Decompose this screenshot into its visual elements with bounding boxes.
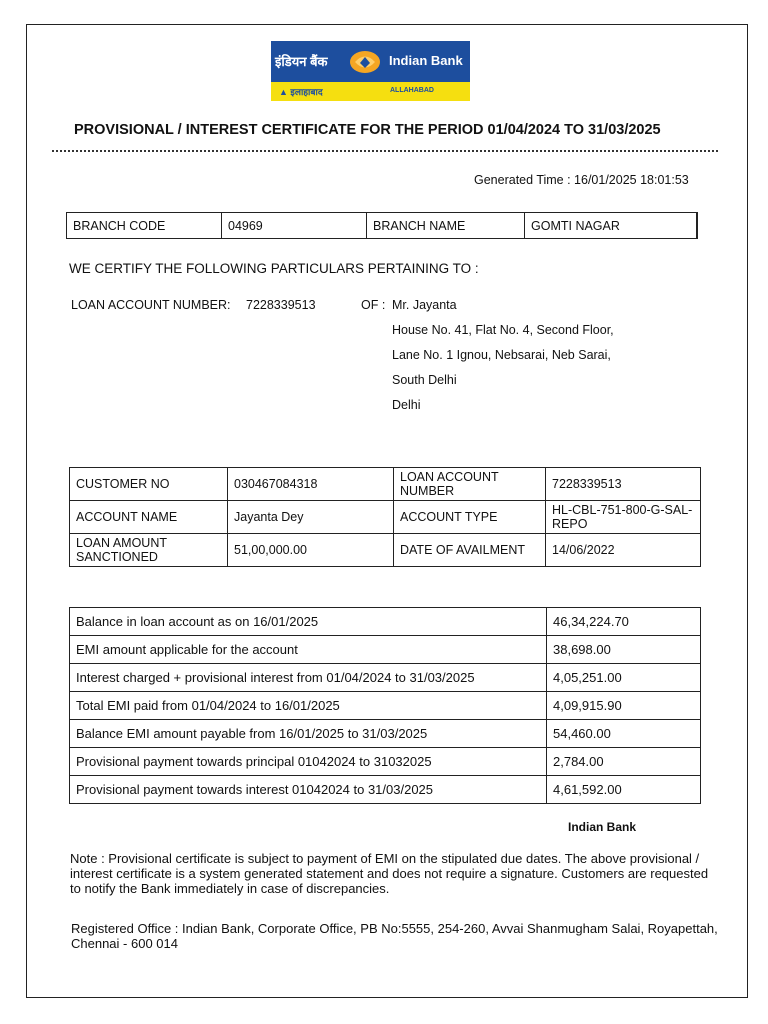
of-label: OF : [361, 298, 386, 312]
summary-label: Balance EMI amount payable from 16/01/2025 to 31/03/2025 [70, 720, 547, 748]
detail-label: ACCOUNT NAME [70, 501, 228, 534]
detail-value: 14/06/2022 [546, 534, 701, 567]
bank-emblem-icon [347, 49, 383, 75]
table-row [70, 501, 701, 534]
address-line: South Delhi [392, 373, 457, 387]
summary-label: Provisional payment towards interest 01042024 to 31/03/2025 [70, 776, 547, 804]
certificate-title: PROVISIONAL / INTEREST CERTIFICATE FOR THE PERIOD 01/04/2024 TO 31/03/2025 [74, 122, 661, 138]
loan-account-label: LOAN ACCOUNT NUMBER: [71, 298, 231, 312]
logo-english-name: Indian Bank [389, 53, 463, 68]
detail-value: 030467084318 [228, 468, 394, 501]
summary-label: Balance in loan account as on 16/01/2025 [70, 608, 547, 636]
summary-value: 46,34,224.70 [547, 608, 701, 636]
summary-value: 4,61,592.00 [547, 776, 701, 804]
branch-name-value: GOMTI NAGAR [525, 213, 698, 239]
detail-value: HL-CBL-751-800-G-SAL-REPO [546, 501, 701, 534]
detail-value: 7228339513 [546, 468, 701, 501]
logo-allahabad-hindi: ▲ इलाहाबाद [279, 87, 323, 97]
table-row [70, 776, 701, 804]
branch-code-value: 04969 [222, 213, 367, 239]
loan-account-value: 7228339513 [246, 298, 316, 312]
address-line: House No. 41, Flat No. 4, Second Floor, [392, 323, 614, 337]
detail-label: ACCOUNT TYPE [394, 501, 546, 534]
table-row [70, 692, 701, 720]
branch-table [66, 212, 698, 239]
table-row [67, 213, 698, 239]
table-row [70, 468, 701, 501]
table-row [70, 636, 701, 664]
dotted-divider [52, 150, 718, 152]
table-row [70, 608, 701, 636]
summary-value: 38,698.00 [547, 636, 701, 664]
summary-label: EMI amount applicable for the account [70, 636, 547, 664]
detail-label: CUSTOMER NO [70, 468, 228, 501]
logo-hindi-name: इंडियन बैंक [275, 54, 328, 69]
branch-code-label: BRANCH CODE [67, 213, 222, 239]
certify-statement: WE CERTIFY THE FOLLOWING PARTICULARS PERTAINING TO : [69, 261, 479, 276]
signatory-name: Indian Bank [568, 820, 637, 834]
summary-value: 4,09,915.90 [547, 692, 701, 720]
detail-label: LOAN AMOUNT SANCTIONED [70, 534, 228, 567]
address-line: Mr. Jayanta [392, 298, 457, 312]
address-line: Lane No. 1 Ignou, Nebsarai, Neb Sarai, [392, 348, 611, 362]
detail-value: Jayanta Dey [228, 501, 394, 534]
table-row [70, 534, 701, 567]
indian-bank-logo [271, 41, 470, 101]
detail-label: DATE OF AVAILMENT [394, 534, 546, 567]
summary-value: 2,784.00 [547, 748, 701, 776]
summary-value: 54,460.00 [547, 720, 701, 748]
registered-office: Registered Office : Indian Bank, Corporate Office, PB No:5555, 254-260, Avvai Shanmugham Salai, Royapettah, Chennai - 600 014 [71, 921, 718, 951]
table-row [70, 664, 701, 692]
summary-label: Total EMI paid from 01/04/2024 to 16/01/2025 [70, 692, 547, 720]
table-row [70, 748, 701, 776]
account-details-table [69, 467, 701, 567]
table-row [70, 720, 701, 748]
address-line: Delhi [392, 398, 421, 412]
summary-label: Provisional payment towards principal 01042024 to 31032025 [70, 748, 547, 776]
logo-allahabad-hindi-text: इलाहाबाद [290, 87, 323, 97]
detail-value: 51,00,000.00 [228, 534, 394, 567]
summary-label: Interest charged + provisional interest from 01/04/2024 to 31/03/2025 [70, 664, 547, 692]
detail-label: LOAN ACCOUNT NUMBER [394, 468, 546, 501]
branch-name-label: BRANCH NAME [367, 213, 525, 239]
logo-allahabad-english: ALLAHABAD [390, 87, 434, 94]
generated-time: Generated Time : 16/01/2025 18:01:53 [474, 173, 689, 187]
summary-value: 4,05,251.00 [547, 664, 701, 692]
disclaimer-note: Note : Provisional certificate is subject to payment of EMI on the stipulated due dates. The above provisional / interest certificate is a system generated statement and does not require a signature. Customers are requested to notify the Bank immediately in case of discrepancies. [70, 851, 709, 896]
loan-summary-table [69, 607, 701, 804]
